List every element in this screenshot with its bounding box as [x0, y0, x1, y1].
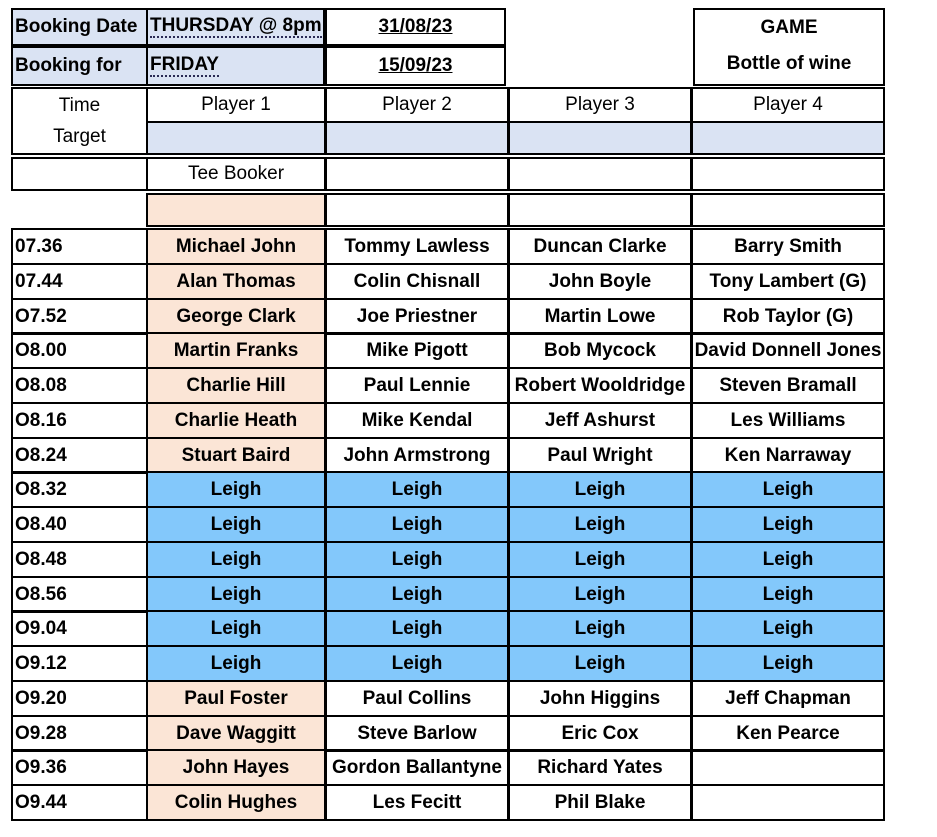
player-3-cell[interactable]: Phil Blake — [508, 784, 692, 821]
player-1-cell[interactable]: Alan Thomas — [146, 263, 326, 300]
player-2-cell[interactable]: Tommy Lawless — [325, 228, 509, 265]
player-3-cell[interactable]: Eric Cox — [508, 715, 692, 752]
tee-booker-p4[interactable] — [691, 157, 885, 191]
tee-time-cell: O8.40 — [11, 506, 148, 543]
player-4-cell[interactable]: Leigh — [691, 541, 885, 578]
player-2-cell[interactable]: Mike Pigott — [325, 332, 509, 369]
player-4-cell[interactable]: Leigh — [691, 471, 885, 508]
player-4-header: Player 4 — [691, 87, 885, 123]
tee-time-cell: O9.20 — [11, 680, 148, 717]
player-2-cell[interactable]: John Armstrong — [325, 437, 509, 474]
tee-booker-p2[interactable] — [325, 157, 509, 191]
player-1-cell[interactable]: Leigh — [146, 506, 326, 543]
booking-date-value[interactable]: THURSDAY @ 8pm — [146, 8, 325, 46]
player-2-cell[interactable]: Leigh — [325, 506, 509, 543]
time-header: Time — [11, 87, 148, 123]
tee-booker-spacer — [11, 157, 148, 191]
tee-time-cell: 07.36 — [11, 228, 148, 265]
player-4-cell[interactable]: Barry Smith — [691, 228, 885, 265]
tee-time-cell: O9.12 — [11, 645, 148, 682]
player-3-cell[interactable]: Leigh — [508, 610, 692, 647]
player-3-cell[interactable]: John Boyle — [508, 263, 692, 300]
player-4-cell[interactable] — [691, 784, 885, 821]
player-1-cell[interactable]: Leigh — [146, 471, 326, 508]
tee-time-cell: O8.24 — [11, 437, 148, 474]
player-2-cell[interactable]: Paul Collins — [325, 680, 509, 717]
tee-time-cell: O8.32 — [11, 471, 148, 508]
player-2-cell[interactable]: Leigh — [325, 541, 509, 578]
player-4-cell[interactable] — [691, 749, 885, 786]
booking-date[interactable]: 31/08/23 — [325, 8, 506, 46]
player-1-cell[interactable]: Leigh — [146, 541, 326, 578]
player-3-cell[interactable]: Leigh — [508, 506, 692, 543]
tee-time-cell: O8.08 — [11, 367, 148, 404]
player-3-cell[interactable]: Jeff Ashurst — [508, 402, 692, 439]
player-2-cell[interactable]: Gordon Ballantyne — [325, 749, 509, 786]
player-2-cell[interactable]: Leigh — [325, 610, 509, 647]
target-label: Target — [11, 121, 148, 155]
player-2-cell[interactable]: Leigh — [325, 471, 509, 508]
player-1-cell[interactable]: John Hayes — [146, 749, 326, 786]
player-2-cell[interactable]: Leigh — [325, 645, 509, 682]
tee-time-cell: O9.44 — [11, 784, 148, 821]
player-3-cell[interactable]: Martin Lowe — [508, 298, 692, 335]
player-2-cell[interactable]: Paul Lennie — [325, 367, 509, 404]
blank-p3[interactable] — [508, 193, 692, 227]
player-2-cell[interactable]: Les Fecitt — [325, 784, 509, 821]
player-1-cell[interactable]: Charlie Hill — [146, 367, 326, 404]
player-1-cell[interactable]: Leigh — [146, 645, 326, 682]
blank-p4[interactable] — [691, 193, 885, 227]
player-4-cell[interactable]: Leigh — [691, 645, 885, 682]
booking-date-label: Booking Date — [11, 8, 148, 46]
tee-booker-p3[interactable] — [508, 157, 692, 191]
player-1-cell[interactable]: Paul Foster — [146, 680, 326, 717]
tee-time-cell: O7.52 — [11, 298, 148, 335]
blank-p1[interactable] — [146, 193, 326, 227]
player-4-cell[interactable]: Rob Taylor (G) — [691, 298, 885, 335]
tee-time-cell: O8.16 — [11, 402, 148, 439]
player-2-cell[interactable]: Joe Priestner — [325, 298, 509, 335]
player-3-cell[interactable]: Robert Wooldridge — [508, 367, 692, 404]
target-p4[interactable] — [691, 121, 885, 155]
player-4-cell[interactable]: David Donnell Jones — [691, 332, 885, 369]
player-2-cell[interactable]: Colin Chisnall — [325, 263, 509, 300]
game-value[interactable]: Bottle of wine — [693, 44, 885, 86]
target-p1[interactable] — [146, 121, 326, 155]
tee-time-cell: O9.28 — [11, 715, 148, 752]
tee-time-cell: O9.04 — [11, 610, 148, 647]
player-1-cell[interactable]: Michael John — [146, 228, 326, 265]
player-4-cell[interactable]: Jeff Chapman — [691, 680, 885, 717]
booking-for-value[interactable]: FRIDAY — [146, 46, 325, 86]
tee-booker-label: Tee Booker — [146, 157, 326, 191]
player-4-cell[interactable]: Leigh — [691, 506, 885, 543]
player-3-cell[interactable]: Paul Wright — [508, 437, 692, 474]
tee-time-cell: O9.36 — [11, 749, 148, 786]
target-p2[interactable] — [325, 121, 509, 155]
player-2-cell[interactable]: Leigh — [325, 576, 509, 613]
player-4-cell[interactable]: Leigh — [691, 576, 885, 613]
blank-p2[interactable] — [325, 193, 509, 227]
player-4-cell[interactable]: Steven Bramall — [691, 367, 885, 404]
player-4-cell[interactable]: Les Williams — [691, 402, 885, 439]
player-4-cell[interactable]: Ken Narraway — [691, 437, 885, 474]
tee-time-cell: 07.44 — [11, 263, 148, 300]
tee-time-cell: O8.00 — [11, 332, 148, 369]
player-3-cell[interactable]: Duncan Clarke — [508, 228, 692, 265]
player-4-cell[interactable]: Leigh — [691, 610, 885, 647]
player-1-cell[interactable]: Stuart Baird — [146, 437, 326, 474]
player-4-cell[interactable]: Ken Pearce — [691, 715, 885, 752]
player-1-cell[interactable]: George Clark — [146, 298, 326, 335]
player-1-header: Player 1 — [146, 87, 326, 123]
player-1-cell[interactable]: Martin Franks — [146, 332, 326, 369]
player-1-cell[interactable]: Colin Hughes — [146, 784, 326, 821]
player-3-cell[interactable]: Richard Yates — [508, 749, 692, 786]
player-1-cell[interactable]: Dave Waggitt — [146, 715, 326, 752]
player-3-cell[interactable]: Leigh — [508, 645, 692, 682]
game-label: GAME — [693, 8, 885, 46]
tee-time-cell: O8.56 — [11, 576, 148, 613]
player-3-cell[interactable]: Leigh — [508, 471, 692, 508]
player-1-cell[interactable]: Charlie Heath — [146, 402, 326, 439]
player-3-cell[interactable]: John Higgins — [508, 680, 692, 717]
player-3-header: Player 3 — [508, 87, 692, 123]
booking-for-label: Booking for — [11, 46, 148, 86]
player-2-header: Player 2 — [325, 87, 509, 123]
target-p3[interactable] — [508, 121, 692, 155]
booking-for-date[interactable]: 15/09/23 — [325, 46, 506, 86]
player-3-cell[interactable]: Leigh — [508, 541, 692, 578]
player-2-cell[interactable]: Mike Kendal — [325, 402, 509, 439]
player-3-cell[interactable]: Bob Mycock — [508, 332, 692, 369]
player-3-cell[interactable]: Leigh — [508, 576, 692, 613]
player-4-cell[interactable]: Tony Lambert (G) — [691, 263, 885, 300]
player-2-cell[interactable]: Steve Barlow — [325, 715, 509, 752]
tee-time-cell: O8.48 — [11, 541, 148, 578]
player-1-cell[interactable]: Leigh — [146, 610, 326, 647]
player-1-cell[interactable]: Leigh — [146, 576, 326, 613]
